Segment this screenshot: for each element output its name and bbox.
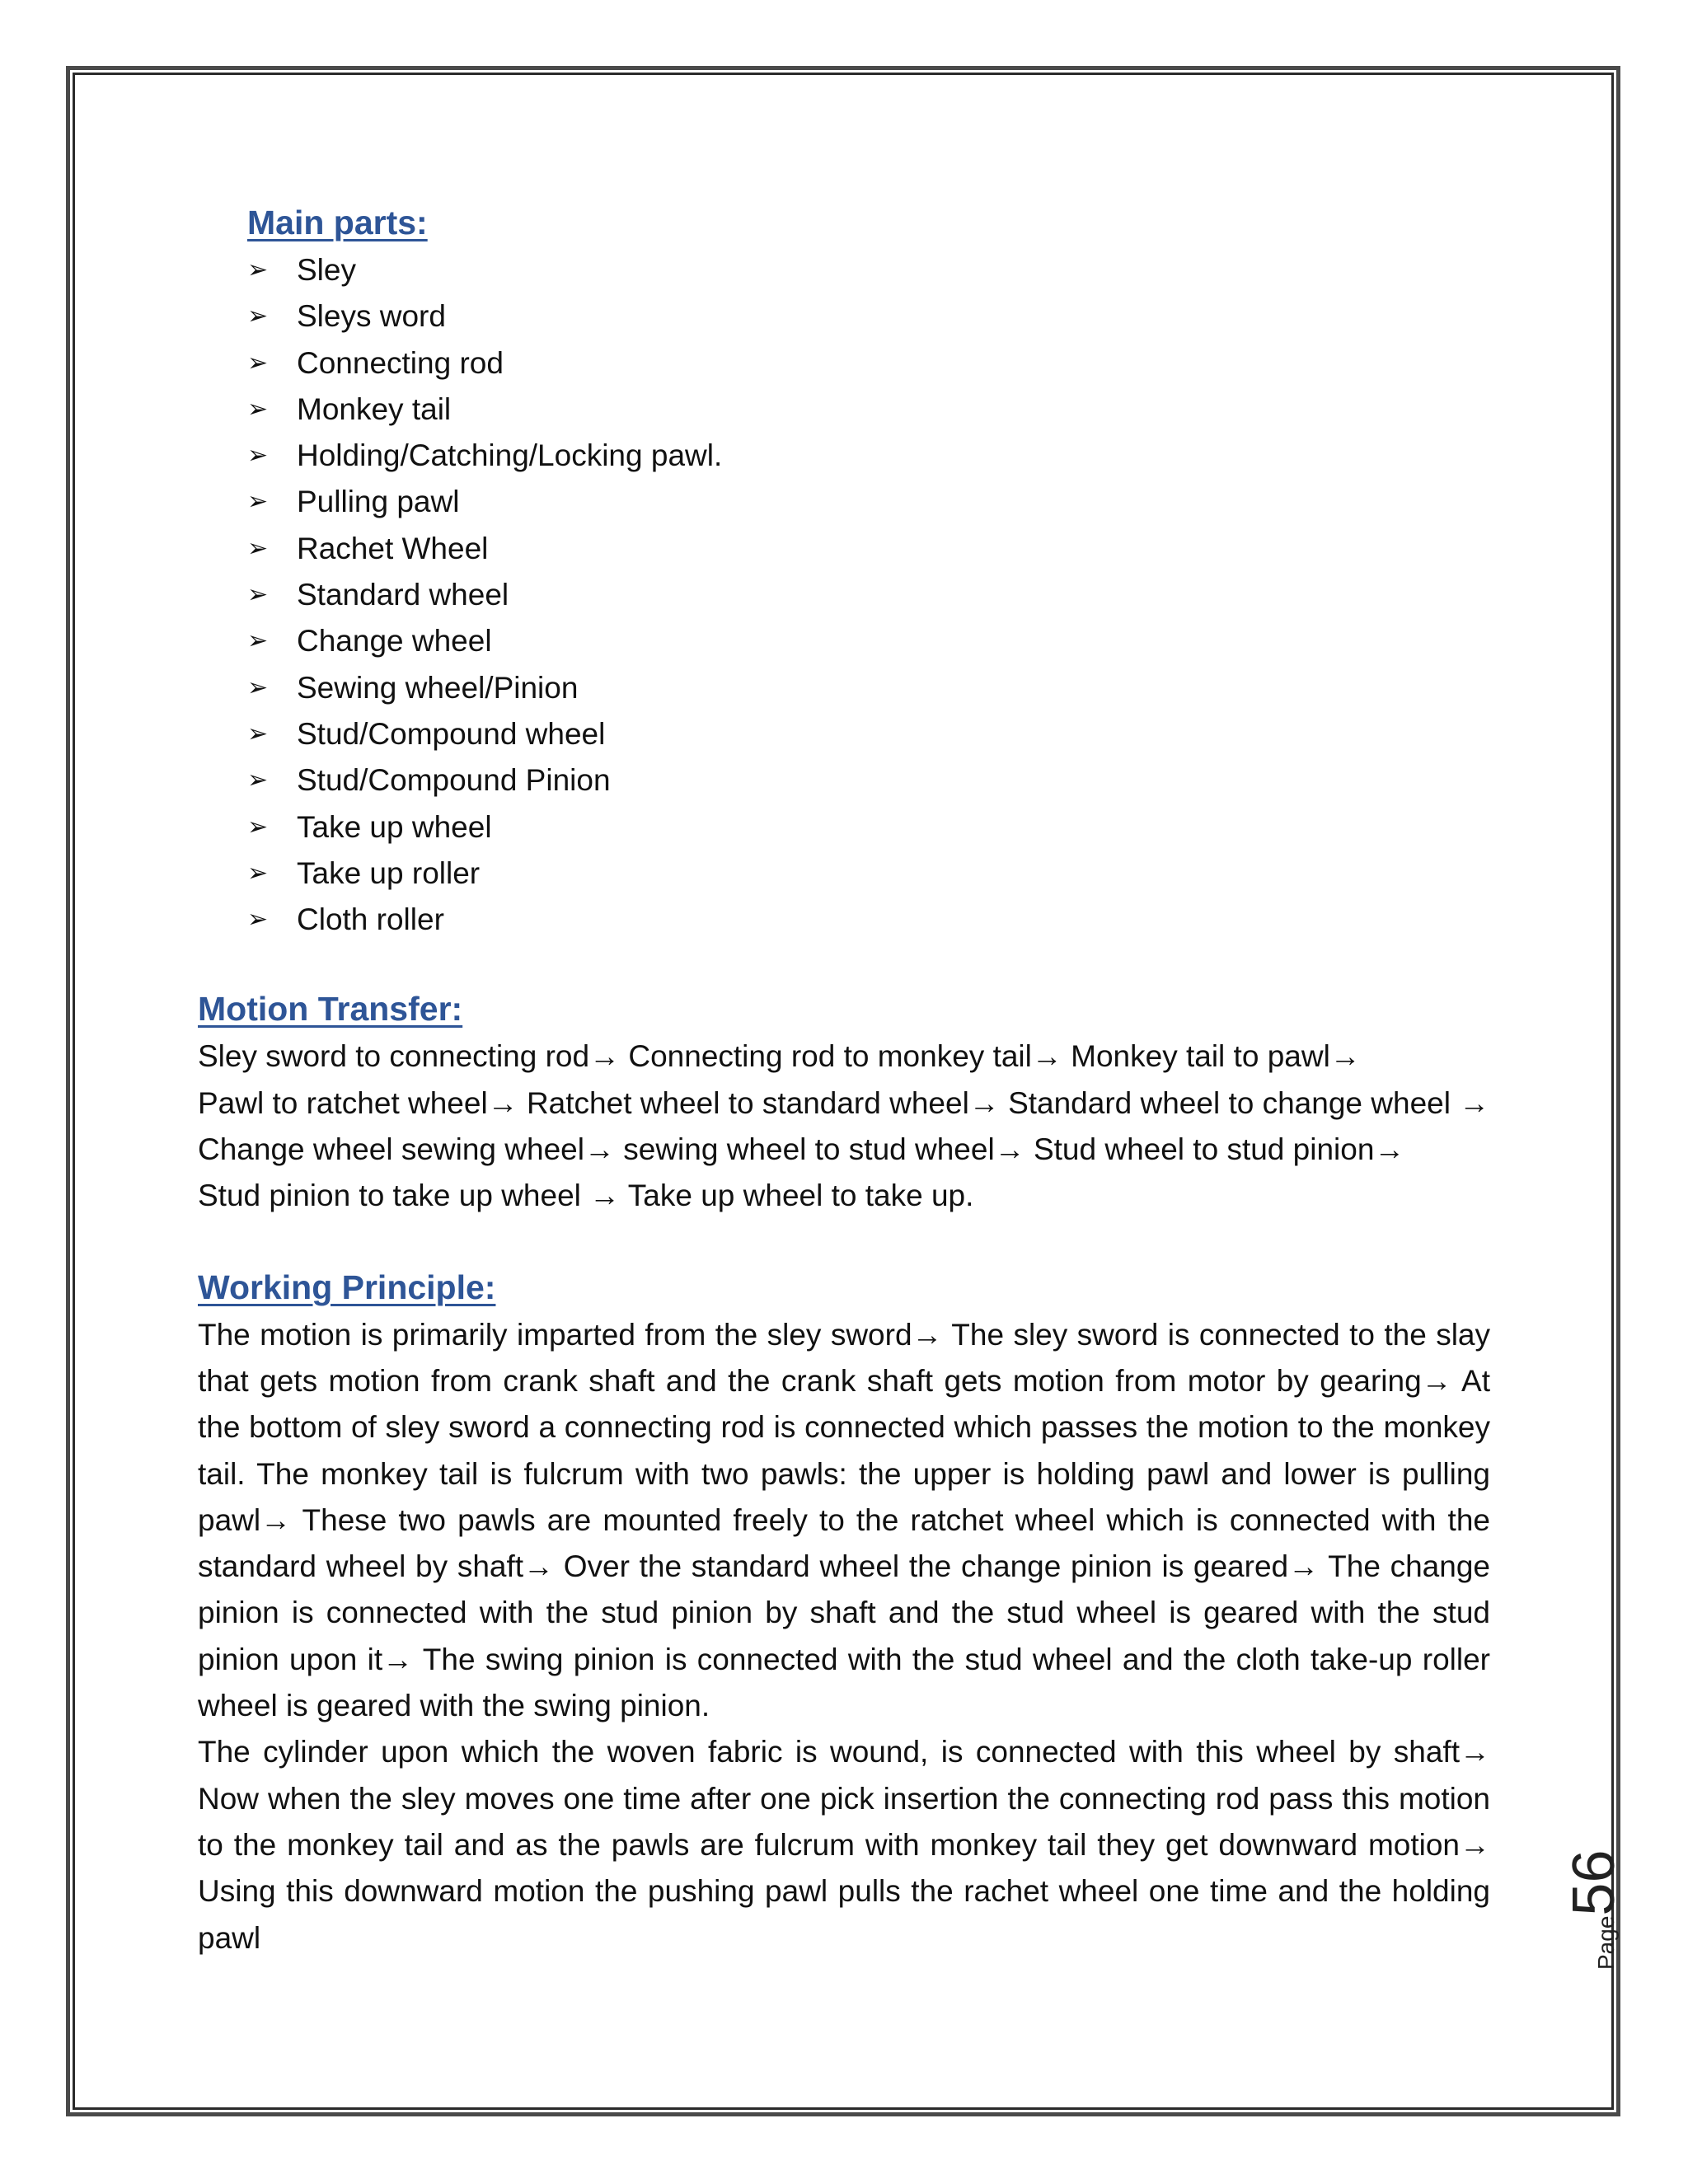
- list-item: [247, 851, 1490, 897]
- page-label: Page: [1593, 1915, 1619, 1970]
- list-item: [247, 757, 1490, 804]
- arrow-bullet-icon: ➢: [247, 349, 269, 377]
- list-item-label: Rachet Wheel: [297, 531, 489, 565]
- arrow-bullet-icon: ➢: [247, 395, 269, 423]
- list-item-label: Stud/Compound Pinion: [297, 763, 611, 798]
- arrow-bullet-icon: ➢: [247, 813, 269, 841]
- motion-transfer-line: Change wheel sewing wheel→ sewing wheel to stud wheel→ Stud wheel to stud pinion→: [198, 1132, 1405, 1167]
- working-principle-paragraph-1: The motion is primarily imparted from the sley sword→ The sley sword is connected to the slay that gets motion from crank shaft and the crank shaft gets motion from motor by gearing→ At the bottom of sley sword a connecting rod is connected which passes the motion to the monkey tail. The monkey tail is fulcrum with two pawls: the upper is holding pawl and lower is pulling pawl→ These two pawls are mounted freely to the ratchet wheel which is connected with the standard wheel by shaft→ Over the standard wheel the change pinion is geared→ The change pinion is connected with the stud pinion by shaft and the stud wheel is geared with the stud pinion upon it→ The swing pinion is connected with the stud wheel and the cloth take-up roller wheel is geared with the swing pinion.: [198, 1317, 1490, 1723]
- page-num: 56: [1561, 1849, 1627, 1916]
- list-item-label: Change wheel: [297, 624, 492, 658]
- working-principle-heading: Working Principle:: [198, 1268, 496, 1306]
- list-item: [247, 618, 1490, 664]
- list-item-label: Take up wheel: [297, 809, 492, 844]
- arrow-bullet-icon: ➢: [247, 488, 269, 516]
- motion-transfer-line: Pawl to ratchet wheel→ Ratchet wheel to standard wheel→ Standard wheel to change wheel →: [198, 1085, 1490, 1120]
- section-spacer: [198, 1220, 1490, 1263]
- arrow-bullet-icon: ➢: [247, 859, 269, 887]
- list-item-label: Standard wheel: [297, 578, 509, 612]
- list-item-label: Sewing wheel/Pinion: [297, 670, 579, 705]
- list-item: [247, 665, 1490, 711]
- working-principle-paragraph-2: The cylinder upon which the woven fabric is wound, is connected with this wheel by shaft→ Now when the sley moves one time after one pick insertion the connecting rod pass this motion to the monkey tail and as the pawls are fulcrum with monkey tail they get downward motion→ Using this downward motion the pushing pawl pulls the rachet wheel one time and the holding pawl: [198, 1735, 1490, 1955]
- list-item-label: Sleys word: [297, 299, 446, 334]
- page-content: [198, 198, 1490, 1961]
- page-number-rotated: [1561, 1849, 1627, 1971]
- list-item: [247, 293, 1490, 340]
- list-item: [247, 387, 1490, 433]
- arrow-bullet-icon: ➢: [247, 719, 269, 748]
- list-item: [247, 247, 1490, 293]
- list-item: [247, 804, 1490, 851]
- motion-transfer-line: Stud pinion to take up wheel → Take up wheel to take up.: [198, 1179, 974, 1213]
- main-parts-list: [198, 247, 1490, 943]
- list-item-label: Connecting rod: [297, 345, 504, 380]
- arrow-bullet-icon: ➢: [247, 627, 269, 655]
- list-item-label: Pulling pawl: [297, 485, 460, 519]
- list-item: [247, 897, 1490, 943]
- list-item: [247, 479, 1490, 525]
- arrow-bullet-icon: ➢: [247, 534, 269, 562]
- list-item-label: Sley: [297, 253, 356, 287]
- list-item-label: Take up roller: [297, 855, 481, 890]
- list-item: [247, 340, 1490, 387]
- arrow-bullet-icon: ➢: [247, 673, 269, 701]
- arrow-bullet-icon: ➢: [247, 766, 269, 794]
- section-spacer: [198, 943, 1490, 984]
- main-parts-heading: Main parts:: [247, 204, 428, 241]
- motion-transfer-line: Sley sword to connecting rod→ Connecting rod to monkey tail→ Monkey tail to pawl→: [198, 1039, 1361, 1074]
- list-item-label: Monkey tail: [297, 391, 452, 426]
- list-item-label: Cloth roller: [297, 902, 444, 937]
- arrow-bullet-icon: ➢: [247, 256, 269, 284]
- list-item: [247, 526, 1490, 572]
- arrow-bullet-icon: ➢: [247, 581, 269, 609]
- arrow-bullet-icon: ➢: [247, 906, 269, 934]
- arrow-bullet-icon: ➢: [247, 442, 269, 470]
- list-item: [247, 572, 1490, 618]
- list-item: [247, 711, 1490, 757]
- list-item-label: Stud/Compound wheel: [297, 716, 606, 751]
- motion-transfer-heading: Motion Transfer:: [198, 990, 463, 1029]
- list-item-label: Holding/Catching/Locking pawl.: [297, 438, 723, 473]
- arrow-bullet-icon: ➢: [247, 302, 269, 330]
- list-item: [247, 433, 1490, 479]
